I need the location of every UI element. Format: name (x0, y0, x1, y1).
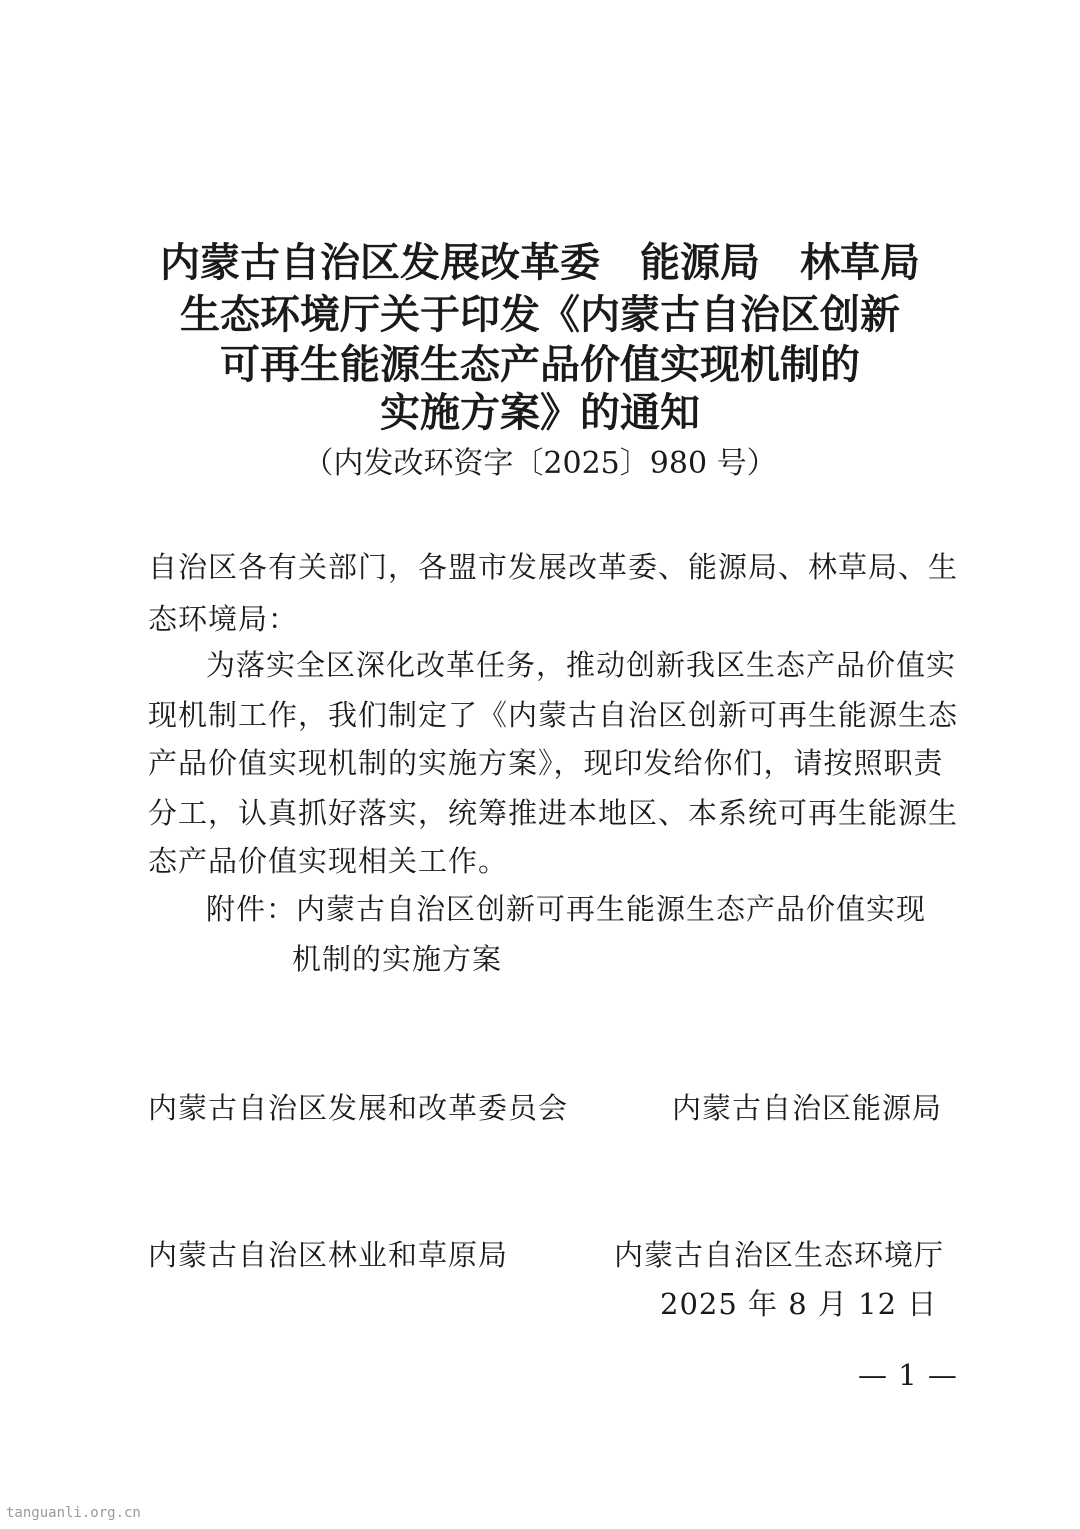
issue-date: 2025 年 8 月 12 日 (660, 1287, 938, 1321)
addressee-line-2: 态环境局： (148, 602, 299, 636)
attachment-line-2: 机制的实施方案 (292, 942, 503, 976)
signatory-energy-bureau: 内蒙古自治区能源局 (672, 1091, 943, 1125)
body-line-5: 态产品价值实现相关工作。 (148, 844, 509, 878)
body-line-2: 现机制工作，我们制定了《内蒙古自治区创新可再生能源生态 (148, 698, 959, 732)
document-title-line-2: 生态环境厅关于印发《内蒙古自治区创新 (180, 292, 900, 338)
document-number: （内发改环资字〔2025〕980 号） (303, 446, 777, 481)
addressee-line-1: 自治区各有关部门，各盟市发展改革委、能源局、林草局、生 (148, 550, 959, 584)
attachment-line-1: 附件：内蒙古自治区创新可再生能源生态产品价值实现 (206, 892, 927, 926)
document-title-line-3: 可再生能源生态产品价值实现机制的 (220, 342, 860, 388)
signatory-environment-dept: 内蒙古自治区生态环境厅 (614, 1238, 945, 1272)
document-title-line-1: 内蒙古自治区发展改革委 能源局 林草局 (160, 240, 920, 286)
body-line-3: 产品价值实现机制的实施方案》，现印发给你们，请按照职责 (148, 746, 944, 780)
document-title-line-4: 实施方案》的通知 (380, 390, 700, 436)
signatory-ndrc: 内蒙古自治区发展和改革委员会 (148, 1091, 569, 1125)
site-watermark: tanguanli.org.cn (6, 1505, 141, 1521)
page-number: — 1 — (858, 1358, 958, 1392)
body-line-1: 为落实全区深化改革任务，推动创新我区生态产品价值实 (206, 648, 957, 682)
body-line-4: 分工，认真抓好落实，统筹推进本地区、本系统可再生能源生 (148, 796, 959, 830)
signatory-forestry-bureau: 内蒙古自治区林业和草原局 (148, 1238, 509, 1272)
